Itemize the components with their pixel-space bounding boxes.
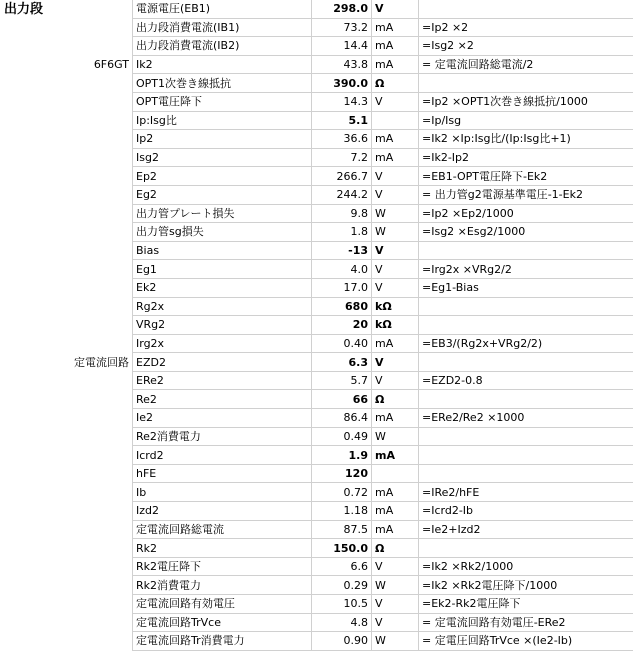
table-row [0,55,633,74]
parameter-name-cell[interactable]: Rg2x [133,297,312,316]
value-cell[interactable]: 14.4 [312,37,372,56]
value-cell[interactable]: 10.5 [312,595,372,614]
value-cell[interactable]: 9.8 [312,204,372,223]
formula-cell[interactable] [419,297,633,316]
table-row [0,297,633,316]
table-row [0,18,633,37]
group-label-cell[interactable] [0,557,133,576]
table-row [0,483,633,502]
table-row [0,185,633,204]
group-label-cell[interactable] [0,148,133,167]
formula-cell[interactable]: =Ik2 ×Rk2電圧降下/1000 [419,576,633,595]
unit-cell[interactable]: V [372,0,419,18]
parameter-name-cell[interactable]: 出力管sg損失 [133,223,312,242]
table-row [0,464,633,483]
parameter-name-cell[interactable]: 定電流回路TrVce [133,613,312,632]
table-row [0,204,633,223]
unit-cell[interactable]: Ω [372,539,419,558]
table-row [0,390,633,409]
formula-cell[interactable]: =Ip/Isg [419,111,633,130]
group-label-cell[interactable] [0,464,133,483]
group-label-cell[interactable] [0,74,133,93]
formula-cell[interactable] [419,316,633,335]
group-label-cell[interactable] [0,204,133,223]
table-row [0,278,633,297]
formula-cell[interactable] [419,74,633,93]
group-label-cell[interactable] [0,18,133,37]
unit-cell[interactable]: kΩ [372,297,419,316]
value-cell[interactable]: 43.8 [312,55,372,74]
group-label-cell[interactable] [0,130,133,149]
group-label-cell[interactable] [0,185,133,204]
formula-cell[interactable] [419,539,633,558]
value-cell[interactable]: 5.1 [312,111,372,130]
table-row [0,241,633,260]
group-label-cell[interactable] [0,539,133,558]
parameter-name-cell[interactable]: Eg2 [133,185,312,204]
value-cell[interactable]: 266.7 [312,167,372,186]
parameter-name-cell[interactable]: 出力段消費電流(IB1) [133,18,312,37]
formula-cell[interactable] [419,241,633,260]
group-label-cell[interactable]: 6F6GT [0,55,133,74]
value-cell[interactable]: 390.0 [312,74,372,93]
parameter-name-cell[interactable]: Re2 [133,390,312,409]
unit-cell[interactable]: mA [372,483,419,502]
group-label-cell[interactable] [0,111,133,130]
parameter-name-cell[interactable]: hFE [133,464,312,483]
group-label-cell[interactable] [0,632,133,651]
value-cell[interactable]: 5.7 [312,371,372,390]
table-row [0,167,633,186]
table-row [0,148,633,167]
unit-cell[interactable]: mA [372,55,419,74]
formula-cell[interactable]: =Ik2 ×Rk2/1000 [419,557,633,576]
group-label-cell[interactable] [0,297,133,316]
value-cell[interactable]: 244.2 [312,185,372,204]
formula-cell[interactable]: =Irg2x ×VRg2/2 [419,260,633,279]
group-label-cell[interactable] [0,446,133,465]
parameter-name-cell[interactable]: Rk2 [133,539,312,558]
table-row [0,502,633,521]
group-label-cell[interactable] [0,316,133,335]
parameter-name-cell[interactable]: Ip2 [133,130,312,149]
group-label-cell[interactable] [0,390,133,409]
group-label-cell[interactable] [0,371,133,390]
parameter-name-cell[interactable]: Ie2 [133,409,312,428]
value-cell[interactable]: 7.2 [312,148,372,167]
group-label-cell[interactable] [0,520,133,539]
value-cell[interactable]: 0.49 [312,427,372,446]
unit-cell[interactable]: kΩ [372,316,419,335]
group-label-cell[interactable] [0,595,133,614]
formula-cell[interactable] [419,0,633,18]
unit-cell[interactable]: mA [372,409,419,428]
parameter-name-cell[interactable]: Ek2 [133,278,312,297]
parameter-name-cell[interactable]: OPT1次巻き線抵抗 [133,74,312,93]
value-cell[interactable]: 6.3 [312,353,372,372]
unit-cell[interactable]: V [372,241,419,260]
value-cell[interactable]: 1.9 [312,446,372,465]
table-row [0,576,633,595]
value-cell[interactable]: 0.40 [312,334,372,353]
parameter-name-cell[interactable]: Ib [133,483,312,502]
formula-cell[interactable]: =Ip2 ×OPT1次巻き線抵抗/1000 [419,92,633,111]
parameter-name-cell[interactable]: 電源電圧(EB1) [133,0,312,18]
formula-cell[interactable]: =EB3/(Rg2x+VRg2/2) [419,334,633,353]
unit-cell[interactable]: W [372,576,419,595]
unit-cell[interactable] [372,464,419,483]
formula-cell[interactable] [419,390,633,409]
value-cell[interactable]: 87.5 [312,520,372,539]
unit-cell[interactable]: V [372,260,419,279]
formula-cell[interactable] [419,446,633,465]
table-row [0,613,633,632]
unit-cell[interactable]: mA [372,446,419,465]
parameter-name-cell[interactable]: 定電流回路総電流 [133,520,312,539]
table-row [0,446,633,465]
value-cell[interactable]: 66 [312,390,372,409]
unit-cell[interactable]: W [372,204,419,223]
parameter-name-cell[interactable]: Ik2 [133,55,312,74]
formula-cell[interactable]: = 出力管g2電源基準電圧-1-Ek2 [419,185,633,204]
section-title-cell[interactable]: 出力段 [0,0,133,18]
unit-cell[interactable]: V [372,185,419,204]
parameter-name-cell[interactable]: 出力管プレート損失 [133,204,312,223]
parameter-name-cell[interactable]: Irg2x [133,334,312,353]
unit-cell[interactable]: Ω [372,390,419,409]
group-label-cell[interactable] [0,427,133,446]
formula-cell[interactable]: =Ik2 ×Ip:Isg比/(Ip:Isg比+1) [419,130,633,149]
unit-cell[interactable]: mA [372,520,419,539]
formula-cell[interactable] [419,353,633,372]
parameter-name-cell[interactable]: Eg1 [133,260,312,279]
parameter-name-cell[interactable]: Ip:Isg比 [133,111,312,130]
value-cell[interactable]: 150.0 [312,539,372,558]
value-cell[interactable]: 17.0 [312,278,372,297]
value-cell[interactable]: 1.18 [312,502,372,521]
table-row [0,427,633,446]
table-row [0,520,633,539]
group-label-cell[interactable] [0,334,133,353]
formula-cell[interactable]: =Isg2 ×Esg2/1000 [419,223,633,242]
value-cell[interactable]: 298.0 [312,0,372,18]
formula-cell[interactable] [419,427,633,446]
value-cell[interactable]: 1.8 [312,223,372,242]
unit-cell[interactable]: mA [372,502,419,521]
unit-cell[interactable]: W [372,223,419,242]
group-label-cell[interactable] [0,483,133,502]
unit-cell[interactable]: mA [372,334,419,353]
parameter-name-cell[interactable]: Bias [133,241,312,260]
formula-cell[interactable]: =Eg1-Bias [419,278,633,297]
formula-cell[interactable]: =EZD2-0.8 [419,371,633,390]
group-label-cell[interactable] [0,92,133,111]
unit-cell[interactable]: mA [372,37,419,56]
table-row [0,632,633,651]
unit-cell[interactable] [372,111,419,130]
formula-cell[interactable]: =Ek2-Rk2電圧降下 [419,595,633,614]
value-cell[interactable]: -13 [312,241,372,260]
value-cell[interactable]: 0.90 [312,632,372,651]
unit-cell[interactable]: V [372,167,419,186]
unit-cell[interactable]: V [372,595,419,614]
parameter-name-cell[interactable]: Isg2 [133,148,312,167]
formula-cell[interactable]: =Ip2 ×Ep2/1000 [419,204,633,223]
parameter-name-cell[interactable]: VRg2 [133,316,312,335]
unit-cell[interactable]: V [372,278,419,297]
formula-cell[interactable]: =Isg2 ×2 [419,37,633,56]
value-cell[interactable]: 14.3 [312,92,372,111]
group-label-cell[interactable] [0,241,133,260]
formula-cell[interactable]: =IRe2/hFE [419,483,633,502]
formula-cell[interactable]: = 定電圧回路TrVce ×(Ie2-Ib) [419,632,633,651]
group-label-cell[interactable] [0,409,133,428]
parameter-name-cell[interactable]: ERe2 [133,371,312,390]
group-label-cell[interactable] [0,613,133,632]
table-row [0,37,633,56]
table-row [0,130,633,149]
formula-cell[interactable] [419,464,633,483]
parameter-name-cell[interactable]: 定電流回路Tr消費電力 [133,632,312,651]
group-label-cell[interactable] [0,502,133,521]
unit-cell[interactable]: Ω [372,74,419,93]
parameter-name-cell[interactable]: Icrd2 [133,446,312,465]
table-row [0,74,633,93]
parameter-name-cell[interactable]: Ep2 [133,167,312,186]
unit-cell[interactable]: V [372,557,419,576]
group-label-cell[interactable] [0,167,133,186]
formula-cell[interactable]: = 定電流回路有効電圧-ERe2 [419,613,633,632]
table-row [0,334,633,353]
formula-cell[interactable]: =EB1-OPT電圧降下-Ek2 [419,167,633,186]
value-cell[interactable]: 4.0 [312,260,372,279]
unit-cell[interactable]: V [372,613,419,632]
value-cell[interactable]: 120 [312,464,372,483]
group-label-cell[interactable] [0,278,133,297]
table-row [0,409,633,428]
unit-cell[interactable]: W [372,427,419,446]
formula-cell[interactable]: =Ip2 ×2 [419,18,633,37]
table-row [0,111,633,130]
unit-cell[interactable]: mA [372,130,419,149]
value-cell[interactable]: 36.6 [312,130,372,149]
table-row [0,557,633,576]
parameter-name-cell[interactable]: EZD2 [133,353,312,372]
table-row [0,371,633,390]
formula-cell[interactable]: =Ie2+Izd2 [419,520,633,539]
table-row [0,539,633,558]
group-label-cell[interactable] [0,576,133,595]
value-cell[interactable]: 0.72 [312,483,372,502]
value-cell[interactable]: 4.8 [312,613,372,632]
group-label-cell[interactable] [0,260,133,279]
formula-cell[interactable]: =ERe2/Re2 ×1000 [419,409,633,428]
value-cell[interactable]: 680 [312,297,372,316]
unit-cell[interactable]: V [372,353,419,372]
unit-cell[interactable]: V [372,92,419,111]
formula-cell[interactable]: =Icrd2-Ib [419,502,633,521]
parameter-name-cell[interactable]: 定電流回路有効電圧 [133,595,312,614]
parameter-name-cell[interactable]: Izd2 [133,502,312,521]
table-row [0,353,633,372]
group-label-cell[interactable]: 定電流回路 [0,353,133,372]
table-row [0,595,633,614]
value-cell[interactable]: 86.4 [312,409,372,428]
value-cell[interactable]: 73.2 [312,18,372,37]
group-label-cell[interactable] [0,37,133,56]
formula-cell[interactable]: = 定電流回路総電流/2 [419,55,633,74]
parameter-name-cell[interactable]: Re2消費電力 [133,427,312,446]
table-row [0,260,633,279]
table-row [0,92,633,111]
unit-cell[interactable]: mA [372,148,419,167]
parameter-name-cell[interactable]: Rk2消費電力 [133,576,312,595]
unit-cell[interactable]: V [372,371,419,390]
parameter-name-cell[interactable]: Rk2電圧降下 [133,557,312,576]
value-cell[interactable]: 20 [312,316,372,335]
parameter-name-cell[interactable]: OPT電圧降下 [133,92,312,111]
table-row [0,316,633,335]
formula-cell[interactable]: =Ik2-Ip2 [419,148,633,167]
value-cell[interactable]: 6.6 [312,557,372,576]
value-cell[interactable]: 0.29 [312,576,372,595]
parameter-name-cell[interactable]: 出力段消費電流(IB2) [133,37,312,56]
table-row [0,223,633,242]
unit-cell[interactable]: mA [372,18,419,37]
unit-cell[interactable]: W [372,632,419,651]
group-label-cell[interactable] [0,223,133,242]
table-row [0,0,633,18]
